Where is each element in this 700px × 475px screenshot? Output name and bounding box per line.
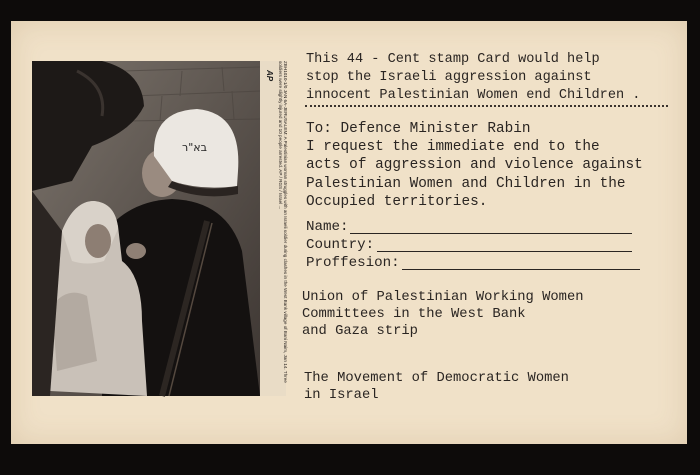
name-line [350, 233, 632, 234]
union-signature [302, 289, 584, 340]
letter-line: I request the immediate end to the [306, 139, 600, 156]
appeal-line: stop the Israeli aggression against [306, 70, 592, 85]
country-line [377, 251, 632, 252]
country-field[interactable] [306, 237, 636, 255]
photo-caption [260, 61, 286, 396]
helmet-marking: בא"ר [182, 141, 207, 154]
profession-line [402, 269, 640, 270]
letter-line: acts of aggression and violence against [306, 157, 643, 174]
movement-line: The Movement of Democratic Women [304, 371, 569, 386]
appeal-line: innocent Palestinian Women end Children . [306, 88, 641, 103]
country-label: Country: [306, 237, 375, 253]
letter-line: Palestinian Women and Children in the [306, 175, 626, 192]
union-line: Union of Palestinian Working Women [302, 290, 584, 305]
dotted-divider [305, 105, 668, 107]
movement-signature [304, 370, 569, 404]
profession-label: Proffesion: [306, 255, 400, 271]
appeal-line: This 44 - Cent stamp Card would help [306, 52, 600, 67]
letter-line: Occupied territories. [306, 193, 488, 210]
protest-photo-image [32, 61, 260, 396]
news-photo [32, 61, 260, 396]
union-line: Committees in the West Bank [302, 307, 526, 322]
appeal-text [306, 51, 640, 105]
movement-line: in Israel [304, 388, 379, 403]
letter-text [306, 120, 643, 211]
addressee: To: Defence Minister Rabin [306, 121, 531, 137]
name-field[interactable] [306, 219, 636, 237]
union-line: and Gaza strip [302, 324, 418, 339]
ap-logo: AP [265, 69, 275, 82]
name-label: Name: [306, 219, 349, 235]
caption-text: ZBH1010-1/0 JAN 6A-JERUSALEM: A Palestinian woman struggles with an Israeli soldier during clashes in the West Bank village of Bani Naim, Jan 14. Three soldiers were slightly injured and 10 people arrested. AP / RGS / Israel ... [277, 61, 288, 383]
postcard [11, 21, 687, 444]
profession-field[interactable] [306, 255, 651, 273]
